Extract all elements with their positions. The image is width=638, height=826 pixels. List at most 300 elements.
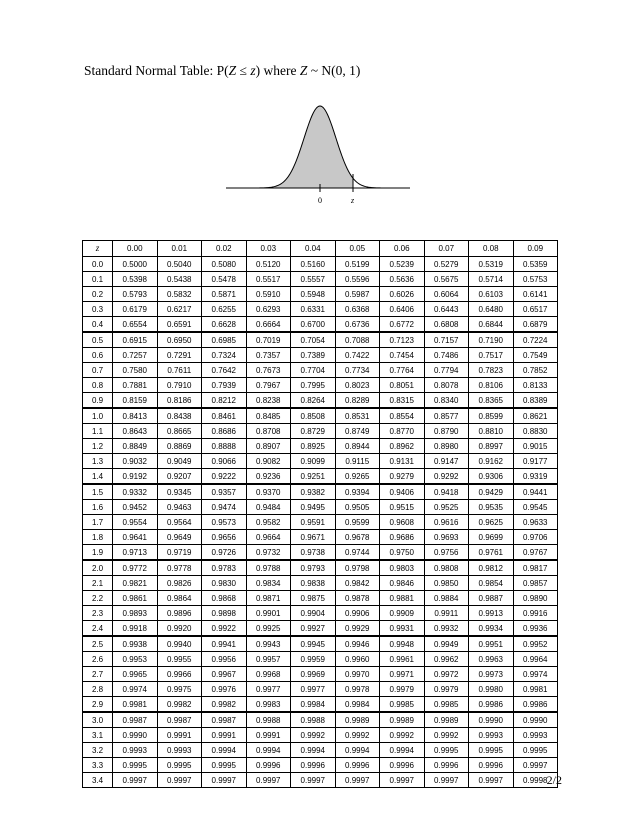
table-cell: 0.9980 bbox=[469, 682, 514, 697]
table-cell: 0.9922 bbox=[202, 621, 247, 637]
table-cell: 0.8438 bbox=[157, 408, 202, 424]
table-cell: 0.8770 bbox=[380, 424, 425, 439]
table-cell: 0.9979 bbox=[424, 682, 469, 697]
table-cell: 0.9964 bbox=[513, 652, 558, 667]
table-cell: 0.7967 bbox=[246, 378, 291, 393]
table-cell: 0.9875 bbox=[291, 591, 336, 606]
table-cell: 0.9998 bbox=[513, 773, 558, 788]
table-cell: 0.7611 bbox=[157, 363, 202, 378]
table-cell: 0.9916 bbox=[513, 606, 558, 621]
table-cell: 0.9099 bbox=[291, 454, 336, 469]
table-cell: 0.9015 bbox=[513, 439, 558, 454]
table-cell: 0.9861 bbox=[113, 591, 158, 606]
table-cell: 0.7517 bbox=[469, 348, 514, 363]
table-cell: 0.9633 bbox=[513, 515, 558, 530]
z-row-label: 2.7 bbox=[83, 667, 113, 682]
table-row bbox=[83, 773, 558, 788]
table-body bbox=[83, 257, 558, 788]
table-cell: 0.9850 bbox=[424, 576, 469, 591]
page-number: 2/2 bbox=[546, 773, 562, 787]
z-row-label: 2.8 bbox=[83, 682, 113, 697]
table-cell: 0.9857 bbox=[513, 576, 558, 591]
table-cell: 0.9995 bbox=[202, 758, 247, 773]
table-cell: 0.9761 bbox=[469, 545, 514, 561]
table-cell: 0.9978 bbox=[335, 682, 380, 697]
table-cell: 0.9936 bbox=[513, 621, 558, 637]
table-cell: 0.9545 bbox=[513, 500, 558, 515]
table-cell: 0.9975 bbox=[157, 682, 202, 697]
normal-table bbox=[82, 240, 558, 788]
table-cell: 0.5714 bbox=[469, 272, 514, 287]
table-cell: 0.6700 bbox=[291, 317, 336, 333]
table-cell: 0.9996 bbox=[424, 758, 469, 773]
table-cell: 0.9834 bbox=[246, 576, 291, 591]
table-cell: 0.9893 bbox=[113, 606, 158, 621]
table-cell: 0.9817 bbox=[513, 560, 558, 576]
table-cell: 0.9990 bbox=[469, 712, 514, 728]
table-cell: 0.5239 bbox=[380, 257, 425, 272]
table-cell: 0.8289 bbox=[335, 393, 380, 409]
z-row-label: 3.3 bbox=[83, 758, 113, 773]
table-cell: 0.6217 bbox=[157, 302, 202, 317]
table-cell: 0.9842 bbox=[335, 576, 380, 591]
table-cell: 0.9994 bbox=[380, 743, 425, 758]
table-cell: 0.9949 bbox=[424, 636, 469, 652]
table-cell: 0.6808 bbox=[424, 317, 469, 333]
table-cell: 0.7794 bbox=[424, 363, 469, 378]
column-header: 0.05 bbox=[335, 241, 380, 257]
table-cell: 0.9997 bbox=[335, 773, 380, 788]
table-cell: 0.9989 bbox=[335, 712, 380, 728]
table-cell: 0.9671 bbox=[291, 530, 336, 545]
table-cell: 0.9997 bbox=[202, 773, 247, 788]
table-row bbox=[83, 515, 558, 530]
table-cell: 0.5987 bbox=[335, 287, 380, 302]
table-cell: 0.9649 bbox=[157, 530, 202, 545]
table-cell: 0.5636 bbox=[380, 272, 425, 287]
title-z-var-2: Z bbox=[299, 63, 308, 78]
table-row bbox=[83, 743, 558, 758]
table-cell: 0.6443 bbox=[424, 302, 469, 317]
table-cell: 0.9993 bbox=[113, 743, 158, 758]
table-cell: 0.8686 bbox=[202, 424, 247, 439]
table-cell: 0.9989 bbox=[424, 712, 469, 728]
table-cell: 0.9985 bbox=[424, 697, 469, 713]
table-cell: 0.6591 bbox=[157, 317, 202, 333]
table-cell: 0.7486 bbox=[424, 348, 469, 363]
table-cell: 0.9783 bbox=[202, 560, 247, 576]
table-cell: 0.8962 bbox=[380, 439, 425, 454]
table-cell: 0.9222 bbox=[202, 469, 247, 485]
table-cell: 0.7580 bbox=[113, 363, 158, 378]
table-cell: 0.9986 bbox=[469, 697, 514, 713]
table-cell: 0.9463 bbox=[157, 500, 202, 515]
table-cell: 0.9986 bbox=[513, 697, 558, 713]
table-cell: 0.9913 bbox=[469, 606, 514, 621]
table-cell: 0.9131 bbox=[380, 454, 425, 469]
table-cell: 0.9994 bbox=[335, 743, 380, 758]
table-cell: 0.6985 bbox=[202, 332, 247, 348]
z-row-label: 2.1 bbox=[83, 576, 113, 591]
table-cell: 0.9803 bbox=[380, 560, 425, 576]
table-cell: 0.8461 bbox=[202, 408, 247, 424]
table-cell: 0.9993 bbox=[469, 728, 514, 743]
table-cell: 0.8413 bbox=[113, 408, 158, 424]
table-cell: 0.9952 bbox=[513, 636, 558, 652]
title-leq: ≤ bbox=[236, 63, 251, 78]
table-cell: 0.6844 bbox=[469, 317, 514, 333]
table-cell: 0.9904 bbox=[291, 606, 336, 621]
table-cell: 0.5438 bbox=[157, 272, 202, 287]
table-cell: 0.9147 bbox=[424, 454, 469, 469]
table-cell: 0.9332 bbox=[113, 484, 158, 500]
table-cell: 0.9738 bbox=[291, 545, 336, 561]
table-cell: 0.9292 bbox=[424, 469, 469, 485]
table-cell: 0.9909 bbox=[380, 606, 425, 621]
title-mid: ) where bbox=[255, 63, 300, 78]
table-cell: 0.9878 bbox=[335, 591, 380, 606]
shaded-area bbox=[228, 106, 353, 188]
z-row-label: 1.5 bbox=[83, 484, 113, 500]
title-suffix: ~ N(0, 1) bbox=[307, 63, 361, 78]
table-cell: 0.8485 bbox=[246, 408, 291, 424]
table-cell: 0.9744 bbox=[335, 545, 380, 561]
table-cell: 0.9793 bbox=[291, 560, 336, 576]
table-cell: 0.9049 bbox=[157, 454, 202, 469]
table-cell: 0.8238 bbox=[246, 393, 291, 409]
z-row-label: 0.2 bbox=[83, 287, 113, 302]
table-cell: 0.9664 bbox=[246, 530, 291, 545]
table-cell: 0.9505 bbox=[335, 500, 380, 515]
table-cell: 0.9960 bbox=[335, 652, 380, 667]
table-cell: 0.9706 bbox=[513, 530, 558, 545]
table-cell: 0.9992 bbox=[380, 728, 425, 743]
table-cell: 0.9767 bbox=[513, 545, 558, 561]
table-cell: 0.8830 bbox=[513, 424, 558, 439]
table-cell: 0.9981 bbox=[513, 682, 558, 697]
table-cell: 0.9988 bbox=[291, 712, 336, 728]
table-cell: 0.7088 bbox=[335, 332, 380, 348]
table-cell: 0.5160 bbox=[291, 257, 336, 272]
table-cell: 0.9995 bbox=[424, 743, 469, 758]
table-cell: 0.6554 bbox=[113, 317, 158, 333]
table-cell: 0.6406 bbox=[380, 302, 425, 317]
table-cell: 0.9871 bbox=[246, 591, 291, 606]
z-row-label: 0.9 bbox=[83, 393, 113, 409]
table-cell: 0.9608 bbox=[380, 515, 425, 530]
table-cell: 0.9207 bbox=[157, 469, 202, 485]
table-cell: 0.8599 bbox=[469, 408, 514, 424]
table-cell: 0.5517 bbox=[246, 272, 291, 287]
table-cell: 0.5359 bbox=[513, 257, 558, 272]
z-row-label: 0.5 bbox=[83, 332, 113, 348]
table-cell: 0.9982 bbox=[157, 697, 202, 713]
z-row-label: 0.7 bbox=[83, 363, 113, 378]
table-cell: 0.9394 bbox=[335, 484, 380, 500]
table-cell: 0.8264 bbox=[291, 393, 336, 409]
table-cell: 0.9599 bbox=[335, 515, 380, 530]
table-cell: 0.9265 bbox=[335, 469, 380, 485]
table-cell: 0.8508 bbox=[291, 408, 336, 424]
table-cell: 0.8078 bbox=[424, 378, 469, 393]
z-row-label: 2.4 bbox=[83, 621, 113, 637]
table-cell: 0.8869 bbox=[157, 439, 202, 454]
table-cell: 0.9966 bbox=[157, 667, 202, 682]
table-cell: 0.7734 bbox=[335, 363, 380, 378]
table-cell: 0.9616 bbox=[424, 515, 469, 530]
table-cell: 0.9997 bbox=[424, 773, 469, 788]
table-cell: 0.5871 bbox=[202, 287, 247, 302]
table-cell: 0.6736 bbox=[335, 317, 380, 333]
table-cell: 0.6368 bbox=[335, 302, 380, 317]
table-cell: 0.5832 bbox=[157, 287, 202, 302]
table-cell: 0.9976 bbox=[202, 682, 247, 697]
table-row bbox=[83, 530, 558, 545]
table-row bbox=[83, 469, 558, 485]
table-cell: 0.8997 bbox=[469, 439, 514, 454]
z-column-header: z bbox=[83, 241, 113, 257]
table-cell: 0.7157 bbox=[424, 332, 469, 348]
column-header: 0.00 bbox=[113, 241, 158, 257]
table-cell: 0.9573 bbox=[202, 515, 247, 530]
z-row-label: 1.4 bbox=[83, 469, 113, 485]
table-cell: 0.9678 bbox=[335, 530, 380, 545]
table-cell: 0.7642 bbox=[202, 363, 247, 378]
table-row bbox=[83, 332, 558, 348]
table-cell: 0.9987 bbox=[202, 712, 247, 728]
table-cell: 0.8554 bbox=[380, 408, 425, 424]
table-cell: 0.9918 bbox=[113, 621, 158, 637]
table-cell: 0.9838 bbox=[291, 576, 336, 591]
column-header: 0.08 bbox=[469, 241, 514, 257]
table-row bbox=[83, 257, 558, 272]
table-cell: 0.9925 bbox=[246, 621, 291, 637]
z-row-label: 3.0 bbox=[83, 712, 113, 728]
table-cell: 0.9984 bbox=[335, 697, 380, 713]
table-cell: 0.8708 bbox=[246, 424, 291, 439]
table-cell: 0.9192 bbox=[113, 469, 158, 485]
table-cell: 0.9713 bbox=[113, 545, 158, 561]
table-row bbox=[83, 606, 558, 621]
table-cell: 0.9554 bbox=[113, 515, 158, 530]
table-cell: 0.9934 bbox=[469, 621, 514, 637]
table-cell: 0.9953 bbox=[113, 652, 158, 667]
table-cell: 0.9948 bbox=[380, 636, 425, 652]
table-cell: 0.9938 bbox=[113, 636, 158, 652]
table-cell: 0.9656 bbox=[202, 530, 247, 545]
table-cell: 0.9983 bbox=[246, 697, 291, 713]
table-cell: 0.9625 bbox=[469, 515, 514, 530]
table-cell: 0.8925 bbox=[291, 439, 336, 454]
table-cell: 0.7881 bbox=[113, 378, 158, 393]
table-cell: 0.9515 bbox=[380, 500, 425, 515]
table-cell: 0.8389 bbox=[513, 393, 558, 409]
table-row bbox=[83, 636, 558, 652]
table-cell: 0.9864 bbox=[157, 591, 202, 606]
table-cell: 0.5279 bbox=[424, 257, 469, 272]
table-cell: 0.9997 bbox=[291, 773, 336, 788]
table-cell: 0.5040 bbox=[157, 257, 202, 272]
table-cell: 0.9236 bbox=[246, 469, 291, 485]
z-row-label: 3.4 bbox=[83, 773, 113, 788]
column-header: 0.02 bbox=[202, 241, 247, 257]
table-cell: 0.9931 bbox=[380, 621, 425, 637]
table-cell: 0.9963 bbox=[469, 652, 514, 667]
table-cell: 0.9997 bbox=[157, 773, 202, 788]
table-cell: 0.9881 bbox=[380, 591, 425, 606]
table-cell: 0.9984 bbox=[291, 697, 336, 713]
table-cell: 0.9991 bbox=[202, 728, 247, 743]
table-cell: 0.9306 bbox=[469, 469, 514, 485]
table-row bbox=[83, 591, 558, 606]
table-cell: 0.9812 bbox=[469, 560, 514, 576]
z-row-label: 0.1 bbox=[83, 272, 113, 287]
table-cell: 0.5478 bbox=[202, 272, 247, 287]
table-cell: 0.6179 bbox=[113, 302, 158, 317]
table-cell: 0.6064 bbox=[424, 287, 469, 302]
table-cell: 0.9990 bbox=[113, 728, 158, 743]
table-cell: 0.9992 bbox=[335, 728, 380, 743]
table-cell: 0.9973 bbox=[469, 667, 514, 682]
table-cell: 0.6628 bbox=[202, 317, 247, 333]
table-cell: 0.9896 bbox=[157, 606, 202, 621]
table-row bbox=[83, 667, 558, 682]
z-row-label: 2.9 bbox=[83, 697, 113, 713]
table-cell: 0.9826 bbox=[157, 576, 202, 591]
column-header: 0.06 bbox=[380, 241, 425, 257]
table-cell: 0.9957 bbox=[246, 652, 291, 667]
table-cell: 0.7995 bbox=[291, 378, 336, 393]
table-row bbox=[83, 621, 558, 637]
table-cell: 0.9686 bbox=[380, 530, 425, 545]
table-row bbox=[83, 712, 558, 728]
table-cell: 0.5557 bbox=[291, 272, 336, 287]
table-cell: 0.9732 bbox=[246, 545, 291, 561]
table-cell: 0.9901 bbox=[246, 606, 291, 621]
title-prefix: Standard Normal Table: P( bbox=[84, 63, 229, 78]
table-cell: 0.9066 bbox=[202, 454, 247, 469]
table-cell: 0.9994 bbox=[246, 743, 291, 758]
table-cell: 0.9115 bbox=[335, 454, 380, 469]
table-cell: 0.7257 bbox=[113, 348, 158, 363]
column-header: 0.01 bbox=[157, 241, 202, 257]
column-header: 0.03 bbox=[246, 241, 291, 257]
table-cell: 0.9582 bbox=[246, 515, 291, 530]
table-cell: 0.9972 bbox=[424, 667, 469, 682]
table-cell: 0.5319 bbox=[469, 257, 514, 272]
table-cell: 0.9319 bbox=[513, 469, 558, 485]
z-row-label: 0.4 bbox=[83, 317, 113, 333]
table-cell: 0.7673 bbox=[246, 363, 291, 378]
table-cell: 0.7190 bbox=[469, 332, 514, 348]
table-cell: 0.9082 bbox=[246, 454, 291, 469]
table-cell: 0.9474 bbox=[202, 500, 247, 515]
table-cell: 0.7704 bbox=[291, 363, 336, 378]
table-cell: 0.5000 bbox=[113, 257, 158, 272]
table-cell: 0.7224 bbox=[513, 332, 558, 348]
table-cell: 0.9564 bbox=[157, 515, 202, 530]
table-cell: 0.8315 bbox=[380, 393, 425, 409]
table-cell: 0.9830 bbox=[202, 576, 247, 591]
table-cell: 0.8186 bbox=[157, 393, 202, 409]
table-cell: 0.9177 bbox=[513, 454, 558, 469]
table-cell: 0.6103 bbox=[469, 287, 514, 302]
table-cell: 0.9821 bbox=[113, 576, 158, 591]
column-header: 0.09 bbox=[513, 241, 558, 257]
table-cell: 0.6293 bbox=[246, 302, 291, 317]
table-cell: 0.9995 bbox=[113, 758, 158, 773]
table-cell: 0.9996 bbox=[469, 758, 514, 773]
table-cell: 0.9788 bbox=[246, 560, 291, 576]
table-cell: 0.7454 bbox=[380, 348, 425, 363]
table-cell: 0.9991 bbox=[157, 728, 202, 743]
table-cell: 0.6517 bbox=[513, 302, 558, 317]
table-cell: 0.9898 bbox=[202, 606, 247, 621]
z-row-label: 0.3 bbox=[83, 302, 113, 317]
table-cell: 0.9591 bbox=[291, 515, 336, 530]
table-cell: 0.5596 bbox=[335, 272, 380, 287]
table-row bbox=[83, 545, 558, 561]
table-cell: 0.6331 bbox=[291, 302, 336, 317]
z-row-label: 1.0 bbox=[83, 408, 113, 424]
table-cell: 0.9997 bbox=[469, 773, 514, 788]
table-cell: 0.8749 bbox=[335, 424, 380, 439]
table-cell: 0.8106 bbox=[469, 378, 514, 393]
table-cell: 0.9535 bbox=[469, 500, 514, 515]
table-cell: 0.9956 bbox=[202, 652, 247, 667]
table-row bbox=[83, 408, 558, 424]
table-cell: 0.9996 bbox=[246, 758, 291, 773]
table-cell: 0.9406 bbox=[380, 484, 425, 500]
table-cell: 0.9887 bbox=[469, 591, 514, 606]
table-cell: 0.9808 bbox=[424, 560, 469, 576]
z-row-label: 1.8 bbox=[83, 530, 113, 545]
z-row-label: 3.1 bbox=[83, 728, 113, 743]
table-cell: 0.8849 bbox=[113, 439, 158, 454]
table-cell: 0.6772 bbox=[380, 317, 425, 333]
table-cell: 0.9726 bbox=[202, 545, 247, 561]
table-cell: 0.8643 bbox=[113, 424, 158, 439]
title-z-var: Z bbox=[228, 63, 237, 78]
table-cell: 0.9997 bbox=[246, 773, 291, 788]
z-row-label: 3.2 bbox=[83, 743, 113, 758]
table-cell: 0.5948 bbox=[291, 287, 336, 302]
z-row-label: 1.7 bbox=[83, 515, 113, 530]
table-cell: 0.9959 bbox=[291, 652, 336, 667]
z-row-label: 1.9 bbox=[83, 545, 113, 561]
table-cell: 0.8212 bbox=[202, 393, 247, 409]
table-cell: 0.6950 bbox=[157, 332, 202, 348]
table-row bbox=[83, 652, 558, 667]
table-cell: 0.6915 bbox=[113, 332, 158, 348]
table-cell: 0.7823 bbox=[469, 363, 514, 378]
table-cell: 0.9994 bbox=[291, 743, 336, 758]
table-row bbox=[83, 363, 558, 378]
page-title bbox=[84, 63, 360, 79]
table-cell: 0.8810 bbox=[469, 424, 514, 439]
column-header: 0.04 bbox=[291, 241, 336, 257]
table-cell: 0.9989 bbox=[380, 712, 425, 728]
title-z-val: z bbox=[250, 63, 256, 78]
table-cell: 0.9778 bbox=[157, 560, 202, 576]
table-cell: 0.6141 bbox=[513, 287, 558, 302]
table-cell: 0.9996 bbox=[291, 758, 336, 773]
table-cell: 0.9969 bbox=[291, 667, 336, 682]
table-row bbox=[83, 758, 558, 773]
table-row bbox=[83, 348, 558, 363]
table-cell: 0.9987 bbox=[113, 712, 158, 728]
table-cell: 0.9985 bbox=[380, 697, 425, 713]
